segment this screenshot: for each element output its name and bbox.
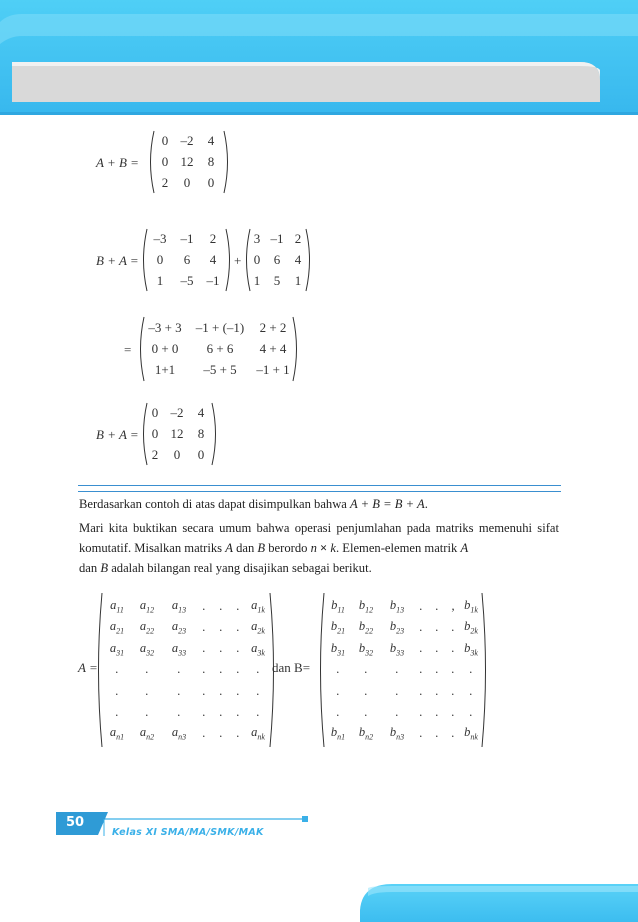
text-span: Berdasarkan contoh di atas dapat disimpulkan bahwa [79, 497, 351, 511]
matrix-element: . [202, 641, 206, 656]
matrix-element: $a_{nk}$ [251, 725, 265, 742]
matrix-element: . [469, 704, 473, 719]
order-symbol: k [330, 541, 336, 555]
matrix-B-label: dan B= [272, 660, 311, 675]
eq2-lhs: B + A = [96, 253, 139, 268]
matrix-element: $a_{31}$ [109, 640, 125, 658]
matrix-cell: 0 [161, 133, 169, 149]
text-span: dan [79, 561, 101, 575]
matrix-element: $b_{n3}$ [389, 725, 405, 742]
matrix-cell: 2 [161, 174, 169, 190]
matrix-element: . [202, 662, 206, 677]
matrix-element: . [219, 683, 223, 698]
matrix-cell: 0 + 0 [151, 340, 179, 356]
matrix-cell: –2 [180, 133, 194, 149]
eq2-plus: + [234, 253, 242, 268]
matrix-element: . [256, 704, 260, 719]
matrix-element: . [451, 620, 455, 635]
matrix-cell: 2 + 2 [259, 319, 287, 335]
matrix-symbol: B [100, 561, 109, 575]
matrix-element: $b_{31}$ [330, 640, 346, 658]
matrix-element: $b_{32}$ [358, 640, 374, 658]
matrix-element: . [435, 641, 439, 656]
eq3-matrix [142, 317, 294, 381]
matrix-cell: 6 + 6 [206, 340, 234, 356]
matrix-cell: 0 [151, 425, 159, 441]
matrix-element: . [419, 599, 423, 614]
matrix-cell: 1+1 [154, 362, 176, 378]
matrix-element: . [451, 725, 455, 740]
matrix-cell: 1 [253, 272, 261, 288]
matrix-element: . [145, 662, 149, 677]
matrix-cell: 1 [294, 272, 302, 288]
matrix-element: . [336, 662, 340, 677]
matrix-cell: 4 [207, 133, 215, 149]
matrix-element: $a_{21}$ [109, 619, 125, 636]
matrix-cell: 0 [183, 174, 191, 190]
matrix-A-label: A = [78, 660, 98, 675]
matrix-element: . [219, 662, 223, 677]
matrix-element: . [395, 662, 399, 677]
eq1-matrix [156, 131, 222, 193]
matrix-element: $b_{3k}$ [464, 640, 478, 658]
matrix-element: . [469, 683, 473, 698]
matrix-symbol: A [460, 541, 469, 555]
matrix-cell: –1 + (–1) [195, 319, 245, 335]
matrix-cell: 6 [183, 251, 191, 267]
matrix-cell: –5 [180, 272, 194, 288]
matrix-element: . [115, 683, 119, 698]
matrix-cell: –1 [180, 231, 194, 247]
times-symbol: × [316, 541, 331, 555]
matrix-cell: –2 [170, 405, 184, 421]
matrix-cell: 2 [294, 231, 302, 247]
matrix-element: . [435, 662, 439, 677]
matrix-element: $a_{n2}$ [139, 725, 155, 742]
matrix-element: $a_{12}$ [139, 598, 155, 615]
matrix-element: $a_{n1}$ [109, 725, 125, 742]
matrix-element: . [469, 662, 473, 677]
matrix-element: . [236, 725, 240, 740]
matrix-element: . [419, 683, 423, 698]
matrix-element: $a_{n3}$ [171, 725, 187, 742]
matrix-element: . [219, 704, 223, 719]
matrix-element: . [202, 599, 206, 614]
matrix-cell: 2 [209, 231, 217, 247]
footer-decoration [0, 800, 638, 922]
matrix-cell: –5 + 5 [203, 362, 237, 378]
matrix-cell: 4 [209, 251, 217, 267]
matrix-cell: –1 + 1 [256, 362, 290, 378]
matrix-element: . [435, 599, 439, 614]
matrix-cell: 6 [273, 251, 281, 267]
matrix-element: . [177, 683, 181, 698]
matrix-cell: 0 [253, 251, 261, 267]
proof-intro-line3 [79, 558, 559, 578]
matrix-cell: 0 [173, 446, 181, 462]
matrix-element: $b_{23}$ [389, 619, 405, 636]
matrix-A [102, 596, 270, 744]
matrix-cell: 8 [207, 153, 215, 169]
header-banner [0, 0, 638, 120]
book-title: Kelas XI SMA/MA/SMK/MAK [112, 827, 264, 838]
eq3-lhs: = [124, 342, 132, 357]
matrix-element: . [419, 704, 423, 719]
matrix-cell: –3 + 3 [148, 319, 182, 335]
matrix-element: . [395, 683, 399, 698]
matrix-element: $a_{32}$ [139, 640, 155, 658]
matrix-element: . [219, 725, 223, 740]
matrix-element: . [236, 641, 240, 656]
matrix-element: $a_{13}$ [171, 598, 187, 615]
matrix-element: $b_{11}$ [331, 598, 345, 615]
matrix-cell: 4 [294, 251, 302, 267]
text-span: . Elemen-elemen matrik [335, 541, 461, 555]
matrix-element: . [435, 704, 439, 719]
matrix-element: $b_{nk}$ [464, 725, 478, 742]
matrix-cell: 12 [170, 425, 184, 441]
matrix-element: . [451, 662, 455, 677]
matrix-element: $b_{13}$ [389, 598, 405, 615]
equation-inline: A + B = B + A [350, 497, 425, 511]
matrix-element: . [364, 704, 368, 719]
eq4-lhs: B + A = [96, 427, 139, 442]
matrix-element: . [236, 620, 240, 635]
matrix-element: . [177, 662, 181, 677]
matrix-element: . [451, 641, 455, 656]
matrix-cell: –3 [153, 231, 167, 247]
matrix-element: . [364, 683, 368, 698]
matrix-cell: 3 [253, 231, 261, 247]
matrix-cell: 1 [156, 272, 164, 288]
matrix-element: . [435, 620, 439, 635]
eq2-matrix-1 [147, 229, 225, 291]
eq1-bracket-left [146, 130, 156, 194]
matrix-cell: 4 + 4 [259, 340, 287, 356]
eq4-matrix [146, 403, 212, 465]
matrix-element: $b_{33}$ [389, 640, 405, 658]
matrix-element: $a_{11}$ [110, 598, 124, 615]
matrix-element: $b_{12}$ [358, 598, 374, 615]
matrix-element: , [451, 599, 455, 614]
matrix-element: . [202, 683, 206, 698]
matrix-element: . [236, 599, 240, 614]
matrix-element: . [115, 704, 119, 719]
text-span: adalah bilangan real yang disajikan sebagai berikut. [108, 561, 372, 575]
matrix-element: . [256, 662, 260, 677]
matrix-element: . [451, 683, 455, 698]
matrix-element: $b_{1k}$ [464, 598, 478, 615]
text-span: . [424, 497, 428, 511]
matrix-cell: 12 [180, 153, 194, 169]
matrix-element: $b_{21}$ [330, 619, 346, 636]
matrix-element: . [145, 704, 149, 719]
text-span: dan [232, 541, 258, 555]
matrix-element: $b_{n2}$ [358, 725, 374, 742]
matrix-cell: 0 [156, 251, 164, 267]
matrix-cell: 8 [197, 425, 205, 441]
matrix-element: . [435, 683, 439, 698]
matrix-cell: 2 [151, 446, 159, 462]
matrix-element: . [219, 620, 223, 635]
matrix-element: $a_{33}$ [171, 640, 187, 658]
matrix-B [324, 596, 482, 744]
matrix-element: . [419, 641, 423, 656]
matrix-element: . [435, 725, 439, 740]
section-divider [78, 485, 561, 492]
matrix-element: $a_{3k}$ [251, 640, 265, 658]
matrix-element: . [145, 683, 149, 698]
matrix-element: $a_{1k}$ [251, 598, 265, 615]
text-span: berordo [265, 541, 311, 555]
matrix-element: . [419, 662, 423, 677]
matrix-element: . [177, 704, 181, 719]
matrix-element: $b_{22}$ [358, 619, 374, 636]
matrix-element: . [236, 662, 240, 677]
eq1-lhs: A + B = [96, 155, 139, 170]
eq1-bracket-right [222, 130, 232, 194]
matrix-element: . [219, 599, 223, 614]
text-span: Mari kita buktikan secara umum bahwa operasi penjumlahan pada matriks memenuhi sifat komutatif. Misalkan matriks [79, 521, 559, 555]
order-symbol: n [310, 541, 317, 555]
eq2-m1-bracket-right [224, 228, 234, 292]
matrix-element: . [236, 683, 240, 698]
matrix-element: $b_{2k}$ [464, 619, 478, 636]
matrix-element: . [219, 641, 223, 656]
matrix-element: $a_{22}$ [139, 619, 155, 636]
matrix-element: . [202, 620, 206, 635]
matrix-element: . [115, 662, 119, 677]
page-number: 50 [66, 815, 85, 830]
matrix-cell: 0 [197, 446, 205, 462]
matrix-element: . [364, 662, 368, 677]
matrix-symbol: B [257, 541, 266, 555]
matrix-element: . [336, 683, 340, 698]
matrix-cell: 0 [207, 174, 215, 190]
matrix-element: . [256, 683, 260, 698]
matrix-element: . [395, 704, 399, 719]
proof-intro-paragraph [79, 518, 559, 558]
conclusion-paragraph [79, 494, 559, 514]
matrix-element: . [236, 704, 240, 719]
matrix-element: . [419, 620, 423, 635]
matrix-cell: –1 [270, 231, 284, 247]
matrix-symbol: A [225, 541, 233, 555]
matrix-cell: 0 [151, 405, 159, 421]
matrix-cell: 0 [161, 153, 169, 169]
matrix-element: . [202, 725, 206, 740]
matrix-cell: 5 [273, 272, 281, 288]
matrix-cell: 4 [197, 405, 205, 421]
matrix-cell: –1 [206, 272, 220, 288]
eq2-matrix-2 [249, 229, 307, 291]
matrix-element: $a_{2k}$ [251, 619, 265, 636]
matrix-element: . [419, 725, 423, 740]
matrix-element: . [336, 704, 340, 719]
matrix-element: . [451, 704, 455, 719]
matrix-element: . [202, 704, 206, 719]
matrix-element: $a_{23}$ [171, 619, 187, 636]
matrix-element: $b_{n1}$ [330, 725, 346, 742]
